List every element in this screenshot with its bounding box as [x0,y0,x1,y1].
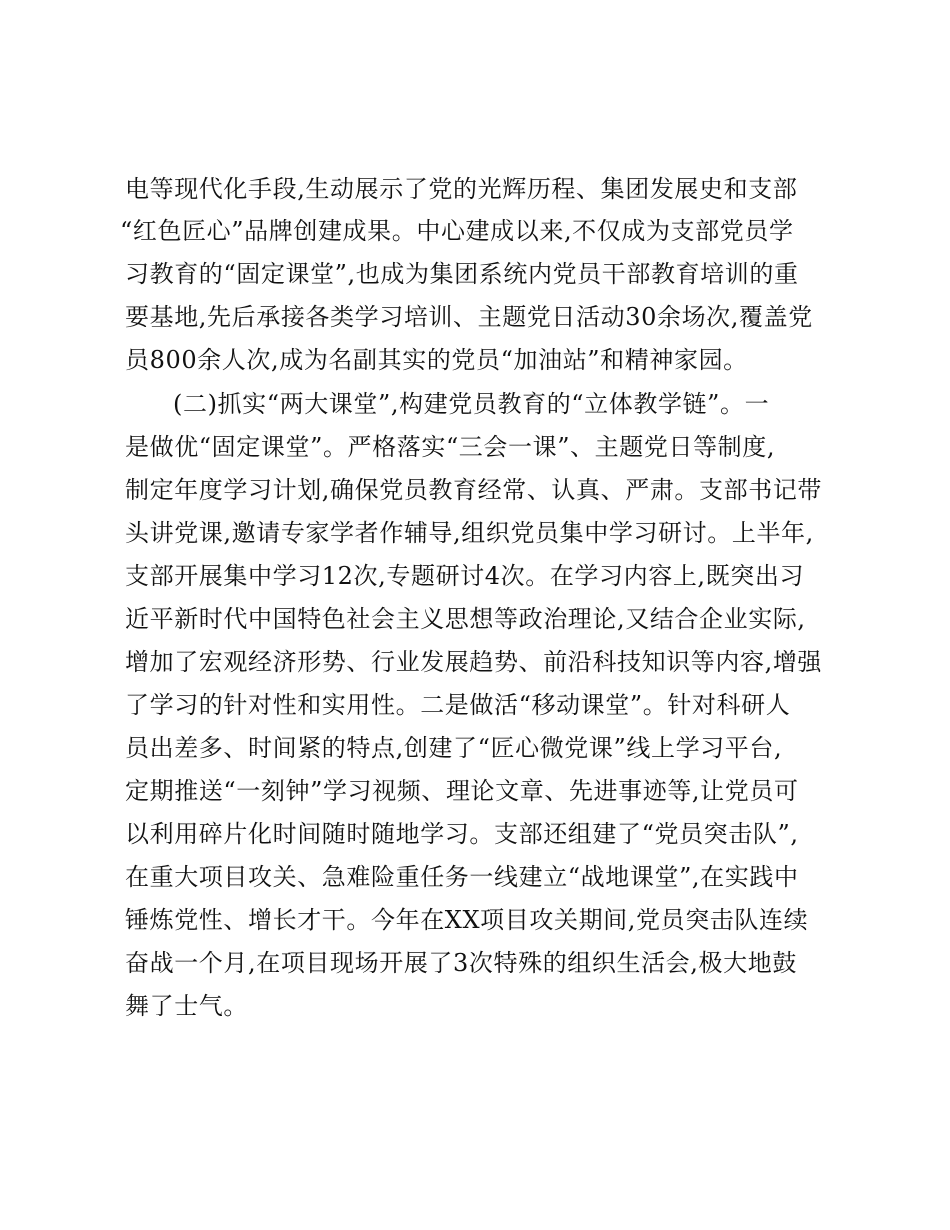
paragraph-2-line: 头讲党课,邀请专家学者作辅导,组织党员集中学习研讨。上半年, [125,519,814,547]
paragraph-2-line: 近平新时代中国特色社会主义思想等政治理论,又结合企业实际, [125,605,806,633]
paragraph-1-line: 习教育的“固定课堂”,也成为集团系统内党员干部教育培训的重 [125,260,799,288]
paragraph-2-line: 是做优“固定课堂”。严格落实“三会一课”、主题党日等制度, [125,433,776,461]
paragraph-2-line: 舞了士气。 [125,992,248,1020]
paragraph-2-line: 奋战一个月,在项目现场开展了3次特殊的组织生活会,极大地鼓 [125,949,797,977]
paragraph-2-line: 了学习的针对性和实用性。二是做活“移动课堂”。针对科研人 [125,691,791,719]
paragraph-2-line: 在重大项目攻关、急难险重任务一线建立“战地课堂”,在实践中 [125,863,799,891]
paragraph-2-line: (二)抓实“两大课堂”,构建党员教育的“立体教学链”。一 [173,390,770,418]
paragraph-1-line: 要基地,先后承接各类学习培训、主题党日活动30余场次,覆盖党 [125,303,813,331]
paragraph-2-line: 员出差多、时间紧的特点,创建了“匠心微党课”线上学习平台, [125,734,783,762]
paragraph-1-line: “红色匠心”品牌创建成果。中心建成以来,不仅成为支部党员学 [120,217,794,245]
paragraph-2-line: 定期推送“一刻钟”学习视频、理论文章、先进事迹等,让党员可 [125,777,799,805]
paragraph-2-line: 增加了宏观经济形势、行业发展趋势、前沿科技知识等内容,增强 [125,648,823,676]
paragraph-2-line: 以利用碎片化时间随时随地学习。支部还组建了“党员突击队”, [125,820,799,848]
paragraph-2-line: 锤炼党性、增长才干。今年在XX项目攻关期间,党员突击队连续 [125,906,809,934]
paragraph-1-line: 员800余人次,成为名副其实的党员“加油站”和精神家园。 [125,346,748,374]
paragraph-2-line: 制定年度学习计划,确保党员教育经常、认真、严肃。支部书记带 [125,476,823,504]
paragraph-2-line: 支部开展集中学习12次,专题研讨4次。在学习内容上,既突出习 [125,562,805,590]
paragraph-1-line: 电等现代化手段,生动展示了党的光辉历程、集团发展史和支部 [125,175,798,203]
